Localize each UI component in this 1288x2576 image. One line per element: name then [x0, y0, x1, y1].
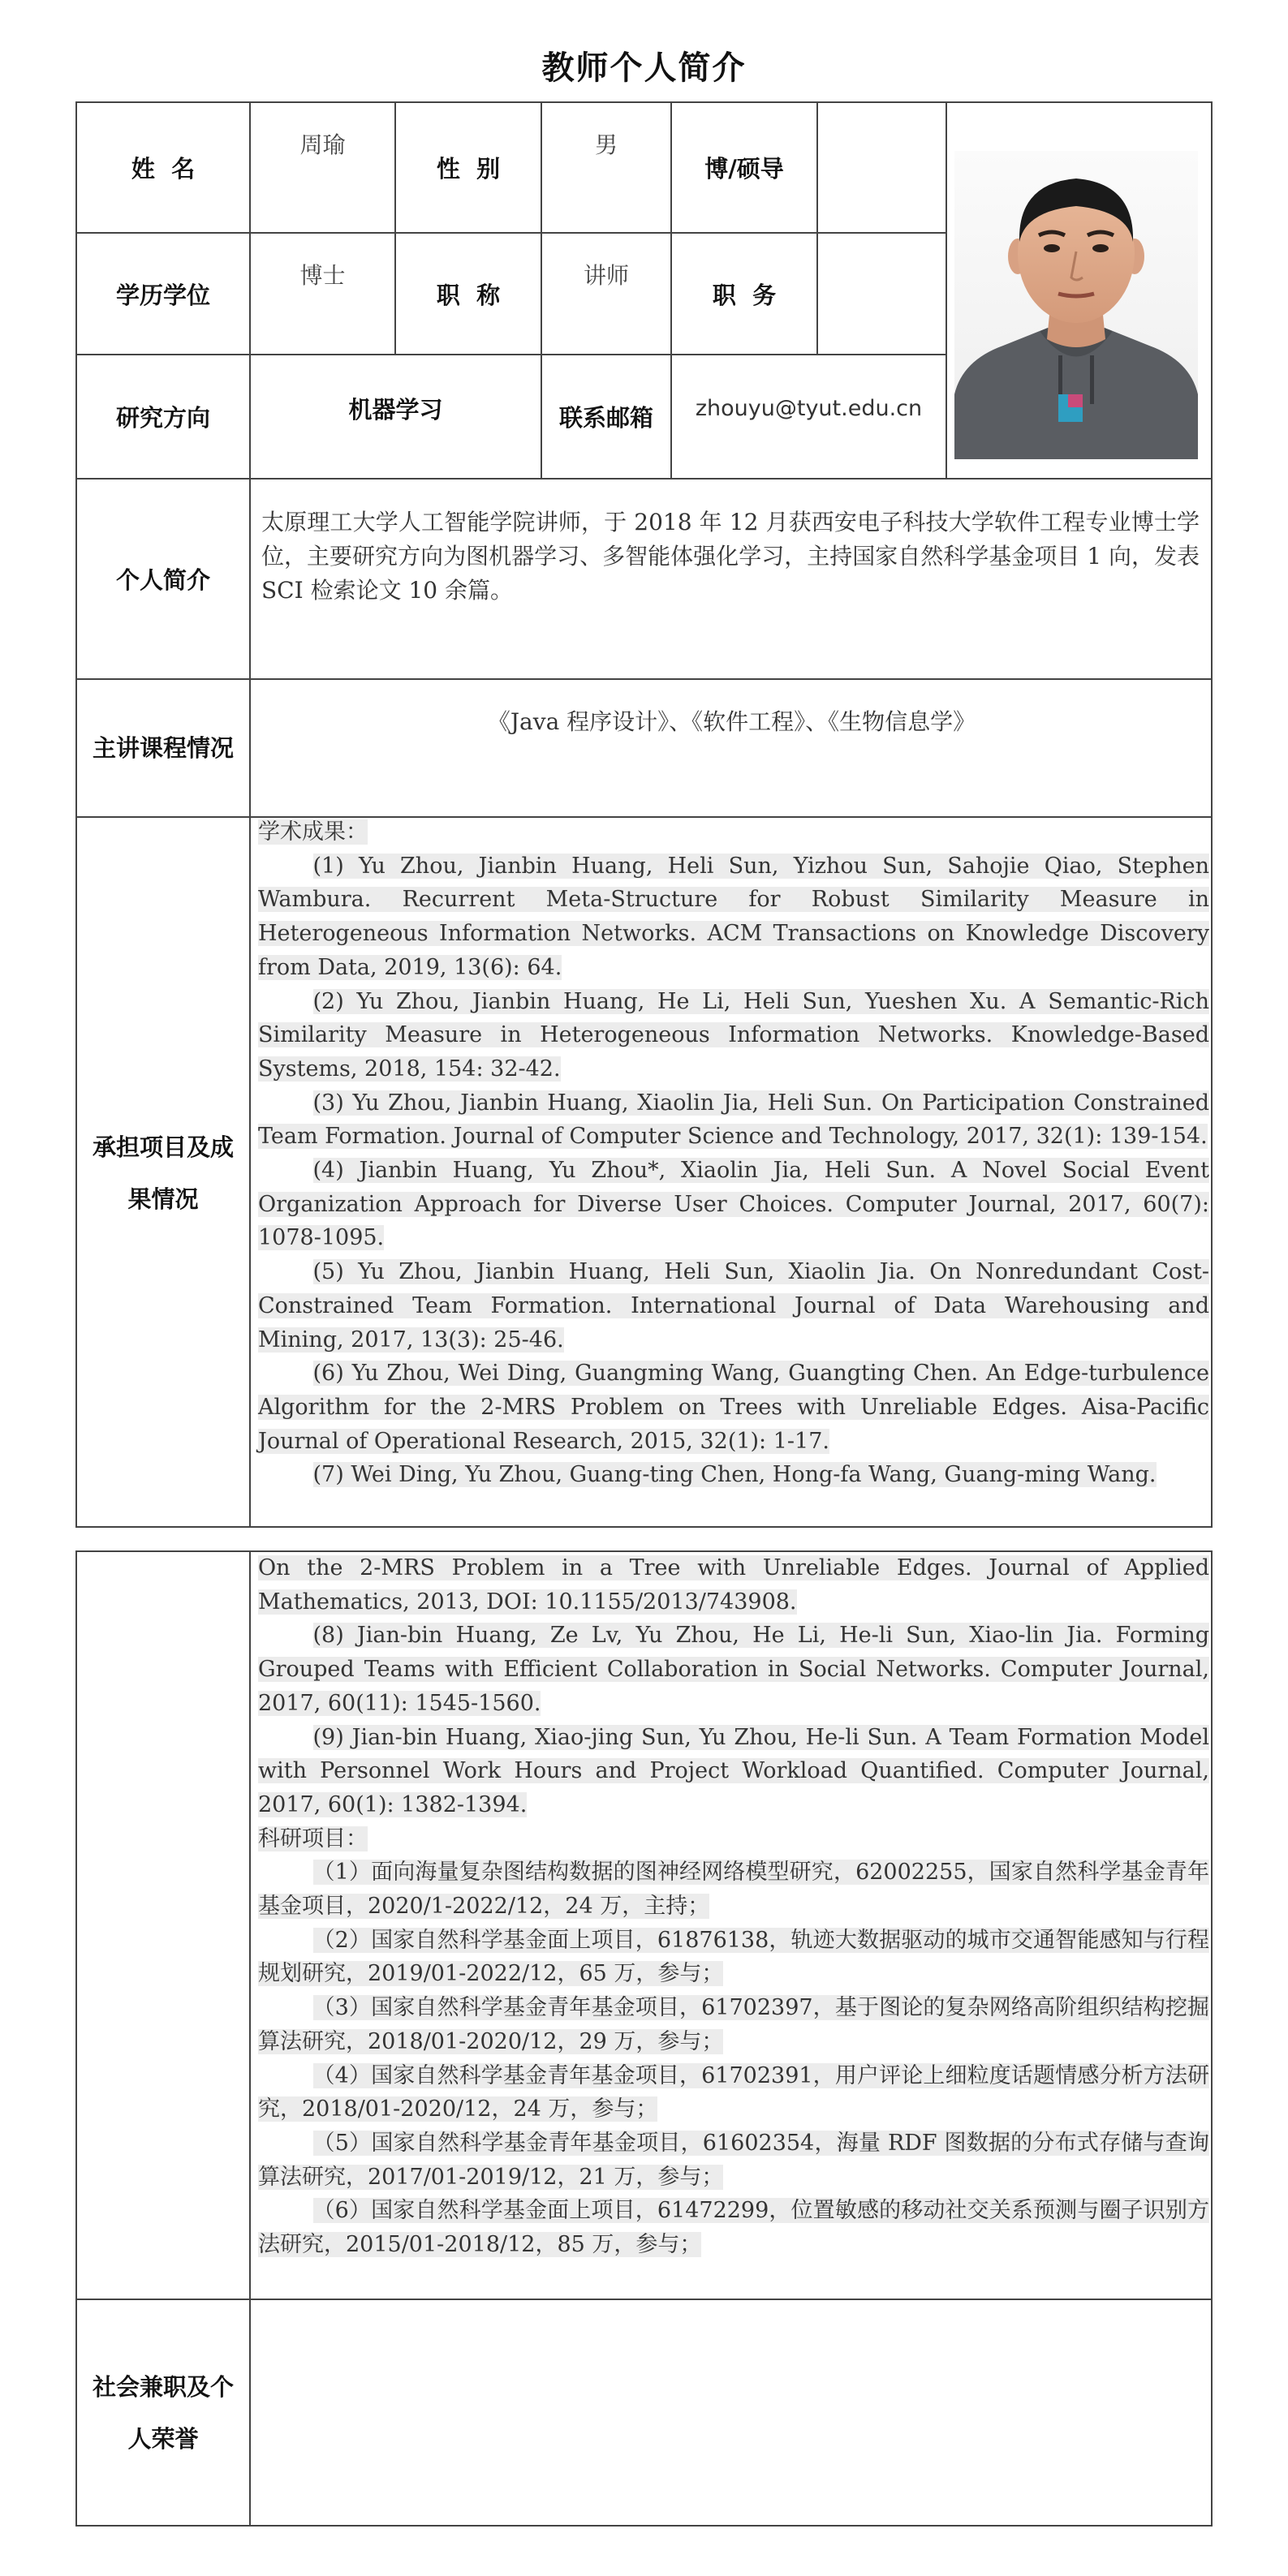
paper-item: On the 2-MRS Problem in a Tree with Unreliable Edges. Journal of Applied Mathematics, 2013, DOI: 10.1155/2013/743908. [258, 1555, 1209, 1615]
paper-item: (7) Wei Ding, Yu Zhou, Guang-ting Chen, Hong-fa Wang, Guang-ming Wang. [312, 1462, 1157, 1488]
email-label: 联系邮箱 [558, 404, 653, 432]
paper-item: (3) Yu Zhou, Jianbin Huang, Xiaolin Jia, Heli Sun. On Participation Constrained Team Formation. Journal of Computer Science and Technology, 2017, 32(1): 139-154. [258, 1090, 1209, 1150]
achievements-heading: 学术成果： [258, 819, 368, 845]
advisor-value [818, 103, 946, 232]
title-value: 讲师 [583, 262, 629, 289]
honors-text [251, 2300, 1213, 2525]
email-value: zhouyu@tyut.edu.cn [695, 395, 923, 421]
grant-item: （3）国家自然科学基金青年基金项目，61702397，基于图论的复杂网络高阶组织结构挖掘算法研究，2018/01-2020/12，29 万，参与； [258, 1995, 1209, 2054]
teacher-photo [954, 151, 1198, 459]
courses-text: 《Java 程序设计》、《软件工程》、《生物信息学》 [487, 708, 976, 735]
paper-item: (2) Yu Zhou, Jianbin Huang, He Li, Heli Sun, Yueshen Xu. A Semantic-Rich Similarity Measure in Heterogeneous Information Networks. Knowledge-Based Systems, 2018, 154: 32-42. [258, 988, 1209, 1082]
page-title: 教师个人简介 [541, 49, 747, 87]
paper-item: (6) Yu Zhou, Wei Ding, Guangming Wang, Guangting Chen. An Edge-turbulence Algorithm for the 2-MRS Problem on Trees with Unreliable Edges. Aisa-Pacific Journal of Operational Research, 2015, 32(1): 1-17. [258, 1361, 1209, 1454]
paper-item: (1) Yu Zhou, Jianbin Huang, Heli Sun, Yizhou Sun, Sahojie Qiao, Stephen Wambura. Recurrent Meta-Structure for Robust Similarity Measure in Heterogeneous Information Networks. ACM Transactions on Knowledge Discovery from Data, 2019, 13(6): 64. [258, 853, 1209, 980]
research-label: 研究方向 [115, 404, 210, 432]
title-label: 职 称 [436, 281, 501, 309]
intro-label: 个人简介 [115, 566, 210, 594]
intro-text: 太原理工大学人工智能学院讲师，于 2018 年 12 月获西安电子科技大学软件工程专业博士学位，主要研究方向为图机器学习、多智能体强化学习，主持国家自然科学基金项目 1 向，发表 SCI 检索论文 10 余篇。 [261, 509, 1200, 604]
projects-label: 承担项目及成果情况 [92, 1133, 234, 1213]
paper-item: (8) Jian-bin Huang, Ze Lv, Yu Zhou, He Li, He-li Sun, Xiao-lin Jia. Forming Grouped Teams with Efficient Collaboration in Social Networks. Computer Journal, 2017, 60(11): 1545-1560. [258, 1623, 1209, 1716]
honors-label: 社会兼职及个人荣誉 [92, 2372, 234, 2453]
projects-content [258, 815, 1209, 1492]
position-value [818, 234, 946, 354]
position-label: 职 务 [712, 281, 777, 309]
grant-item: （1）面向海量复杂图结构数据的图神经网络模型研究，62002255，国家自然科学基金青年基金项目，2020/1-2022/12，24 万，主持； [258, 1860, 1209, 1920]
projects-content-continued [258, 1551, 1209, 2262]
research-value: 机器学习 [348, 395, 443, 424]
paper-item: (9) Jian-bin Huang, Xiao-jing Sun, Yu Zhou, He-li Sun. A Team Formation Model with Personnel Work Hours and Project Workload Quantified. Computer Journal, 2017, 60(1): 1382-1394. [258, 1724, 1209, 1817]
advisor-label: 博/硕导 [704, 155, 784, 183]
name-label: 姓 名 [131, 155, 196, 183]
grant-item: （2）国家自然科学基金面上项目，61876138，轨迹大数据驱动的城市交通智能感知与行程规划研究，2019/01-2022/12，65 万，参与； [258, 1927, 1209, 1987]
name-value: 周瑜 [299, 131, 346, 158]
grant-item: （6）国家自然科学基金面上项目，61472299，位置敏感的移动社交关系预测与圈子识别方法研究，2015/01-2018/12，85 万，参与； [258, 2198, 1209, 2258]
gender-label: 性 别 [436, 155, 501, 183]
grants-heading: 科研项目： [258, 1826, 368, 1851]
grant-item: （4）国家自然科学基金青年基金项目，61702391，用户评论上细粒度话题情感分析方法研究，2018/01-2020/12，24 万，参与； [258, 2062, 1209, 2122]
paper-item: (5) Yu Zhou, Jianbin Huang, Heli Sun, Xiaolin Jia. On Nonredundant Cost-Constrained Team Formation. International Journal of Data Warehousing and Mining, 2017, 13(3): 25-46. [258, 1259, 1209, 1353]
courses-label: 主讲课程情况 [92, 734, 234, 762]
degree-label: 学历学位 [115, 281, 210, 309]
gender-value: 男 [594, 131, 618, 158]
paper-item: (4) Jianbin Huang, Yu Zhou*, Xiaolin Jia, Heli Sun. A Novel Social Event Organization Approach for Diverse User Choices. Computer Journal, 2017, 60(7): 1078-1095. [258, 1158, 1209, 1251]
degree-value: 博士 [299, 262, 346, 289]
grant-item: （5）国家自然科学基金青年基金项目，61602354，海量 RDF 图数据的分布式存储与查询算法研究，2017/01-2019/12，21 万，参与； [258, 2130, 1209, 2190]
